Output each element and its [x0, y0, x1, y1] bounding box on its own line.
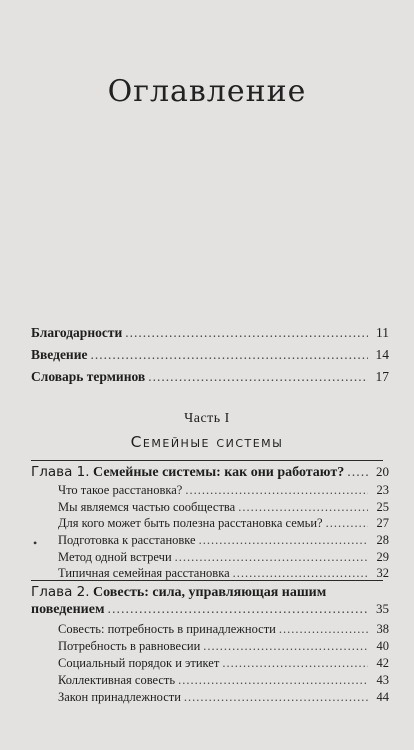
section-label: Метод одной встречи	[58, 550, 172, 564]
toc-entry-label: Благодарности	[31, 325, 123, 340]
dot-leader	[148, 369, 368, 385]
toc-section	[58, 550, 389, 565]
section-label: Подготовка к расстановке	[58, 533, 196, 547]
chapter-divider	[31, 580, 383, 581]
toc-entry-page: 11	[376, 325, 389, 340]
dot-leader	[347, 465, 368, 481]
chapter-page: 20	[376, 464, 389, 479]
section-page: 43	[376, 673, 389, 687]
toc-entry-page: 14	[375, 347, 389, 362]
section-label: Потребность в равновесии	[58, 639, 201, 653]
toc-entry-label: Словарь терминов	[31, 369, 146, 384]
dot-leader	[90, 347, 368, 363]
dot-leader	[233, 566, 368, 581]
section-page: 27	[376, 516, 389, 530]
bullet-mark-icon: •	[33, 536, 38, 550]
section-page: 25	[376, 500, 389, 514]
toc-entry-page: 17	[375, 369, 389, 384]
toc-entry-acknowledgements	[31, 325, 389, 341]
page-title: Оглавление	[107, 74, 307, 109]
toc-section	[58, 622, 389, 637]
section-page: 23	[376, 483, 389, 497]
dot-leader	[178, 673, 368, 688]
section-page: 38	[376, 622, 389, 636]
dot-leader	[199, 533, 368, 548]
section-label: Коллективная совесть	[58, 673, 176, 687]
section-page: 32	[376, 566, 389, 580]
toc-section	[58, 656, 389, 671]
toc-section	[58, 483, 389, 498]
dot-leader	[326, 516, 368, 531]
toc-chapter-2	[31, 584, 389, 618]
section-label: Социальный порядок и этикет	[58, 656, 220, 670]
dot-leader	[185, 483, 368, 498]
toc-section	[58, 500, 389, 515]
section-page: 40	[376, 639, 389, 653]
section-page: 29	[376, 550, 389, 564]
chapter-title-continued: поведением	[31, 602, 105, 617]
dot-leader	[222, 656, 368, 671]
part-label: Часть I	[184, 411, 230, 426]
section-label: Что такое расстановка?	[58, 483, 183, 497]
toc-section	[58, 516, 389, 531]
toc-section	[58, 673, 389, 688]
chapter-title: Совесть: сила, управляющая нашим	[93, 585, 327, 600]
dot-leader	[184, 690, 368, 705]
section-label: Закон принадлежности	[58, 690, 181, 704]
section-label: Совесть: потребность в принадлежности	[58, 622, 276, 636]
toc-section	[58, 533, 389, 548]
dot-leader	[203, 639, 368, 654]
part-title: Семейные системы	[130, 433, 284, 451]
toc-entry-glossary	[31, 369, 389, 385]
section-label: Мы являемся частью сообщества	[58, 500, 236, 514]
chapter-prefix: Глава 1.	[31, 464, 90, 480]
dot-leader	[279, 622, 368, 637]
chapter-prefix: Глава 2.	[31, 584, 90, 600]
dot-leader	[108, 602, 369, 618]
chapter-title: Семейные системы: как они работают?	[93, 465, 345, 480]
chapter-divider	[31, 460, 383, 461]
section-page: 28	[376, 533, 389, 547]
dot-leader	[238, 500, 368, 515]
toc-section	[58, 639, 389, 654]
section-page: 44	[376, 690, 389, 704]
section-page: 42	[376, 656, 389, 670]
dot-leader	[175, 550, 368, 565]
section-label: Для кого может быть полезна расстановка семьи?	[58, 516, 323, 530]
toc-chapter-1	[31, 464, 389, 481]
dot-leader	[125, 325, 368, 341]
chapter-page: 35	[376, 601, 389, 616]
toc-entry-introduction	[31, 347, 389, 363]
toc-entry-label: Введение	[31, 347, 88, 362]
toc-section	[58, 566, 389, 581]
toc-section	[58, 690, 389, 705]
section-label: Типичная семейная расстановка	[58, 566, 230, 580]
